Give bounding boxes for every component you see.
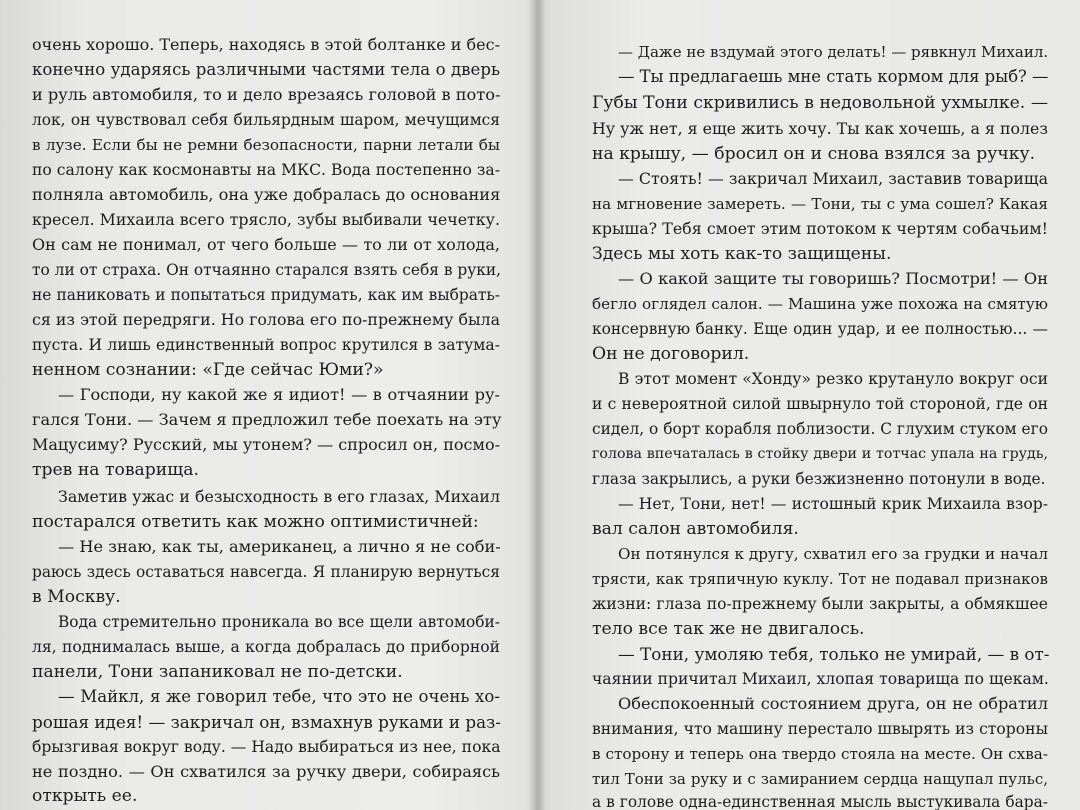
text-line: тело все так же не двигалось. <box>592 619 865 639</box>
text-line: на крышу, — бросил он и снова взялся за ручку. <box>592 144 1036 164</box>
text-line: Он не договорил. <box>592 344 750 364</box>
text-line: Заметив ужас и безысходность в его глазах, Михаил <box>58 487 500 506</box>
text-line: бегло оглядел салон. — Машина уже похожа на смятую <box>592 295 1048 313</box>
text-line: Здесь мы хоть как-то защищены. <box>592 244 892 264</box>
text-line: Мацусиму? Русский, мы утонем? — спросил он, посмо- <box>32 435 500 454</box>
text-line: Обеспокоенный состоянием друга, он не обратил <box>618 694 1048 713</box>
text-line: ненном сознании: «Где сейчас Юми?» <box>32 360 384 380</box>
text-line: и с невероятной силой швырнуло той стороной, где он <box>592 395 1048 413</box>
text-line: вал салон автомобиля. <box>592 519 799 539</box>
text-line: В этот момент «Хонду» резко крутануло вокруг оси <box>618 370 1048 388</box>
text-line: брызгивая вокруг воду. — Надо выбираться из нее, пока <box>32 738 501 756</box>
text-line: внимания, что машину перестало швырять из стороны <box>592 720 1048 738</box>
text-line: голова впечаталась в стойку двери и тотчас упала на грудь, <box>592 446 1048 462</box>
text-line: — Нет, Тони, нет! — истошный крик Михаила взор- <box>618 495 1048 513</box>
text-line: — Даже не вздумай этого делать! — рявкнул Михаил. <box>618 43 1049 61</box>
book-gutter <box>527 0 545 810</box>
text-line: лок, он чувствовал себя бильярдным шаром, мечущимся <box>32 111 500 129</box>
text-line: — Господи, ну какой же я идиот! — в отчаянии ру- <box>58 385 500 404</box>
text-line: не паниковать и попытаться придумать, как им выбрать- <box>32 286 500 304</box>
text-line: полняла автомобиль, она уже добралась до основания <box>32 185 501 204</box>
text-line: то ли от страха. Он отчаянно старался взять себя в руки, <box>32 261 502 279</box>
text-line: трясти, как тряпичную куклу. Тот не подавал признаков <box>592 570 1048 588</box>
text-line: раюсь здесь оставаться навсегда. Я планирую вернуться <box>32 563 500 581</box>
text-line: — Ты предлагаешь мне стать кормом для рыб? — <box>618 67 1049 86</box>
text-line: не поздно. — Он схватился за ручку двери, собираясь <box>32 762 500 781</box>
text-line: крыша? Тебя смоет этим потоком к чертям собачьим! <box>592 219 1048 238</box>
text-line: — Тони, умоляю тебя, только не умирай, — в от- <box>618 644 1050 664</box>
text-line: рошая идея! — закричал он, взмахнув руками и раз- <box>32 712 501 732</box>
text-line: глаза закрылись, а руки безжизненно потонули в воде. <box>592 470 1046 488</box>
text-line: — Не знаю, как ты, американец, а лично я не соби- <box>58 537 501 556</box>
text-line: Он сам не понимал, от чего больше — то ли от холода, <box>32 235 500 254</box>
text-line: жизни: глаза по-прежнему были закрыты, а обмякшее <box>592 595 1048 613</box>
text-line: консервную банку. Еще один удар, и ее полностью... — <box>592 320 1048 338</box>
text-line: трев на товарища. <box>32 460 199 480</box>
text-line: в лузе. Если бы не ремни безопасности, парни летали бы <box>32 136 500 154</box>
text-line: — Майкл, я же говорил тебе, что это не очень хо- <box>58 687 500 706</box>
text-line: Губы Тони скривились в недовольной ухмылке. — <box>592 93 1048 113</box>
text-line: тил Тони за руку и с замиранием сердца нащупал пульс, <box>592 770 1048 788</box>
text-line: Ну уж нет, я еще жить хочу. Ты как хочешь, а я полез <box>592 119 1048 138</box>
text-line: — Стоять! — закричал Михаил, заставив товарища <box>618 169 1048 188</box>
text-line: Вода стремительно проникала во все щели автомоби- <box>58 613 500 631</box>
text-line: а в голове одна-единственная мысль выстукивала бара- <box>592 793 1048 810</box>
text-line: и руль автомобиля, то и дело врезаясь головой в пото- <box>32 85 501 104</box>
text-line: по салону как космонавты на МКС. Вода постепенно за- <box>32 161 500 179</box>
text-line: сидел, о борт корабля поблизости. С глухим стуком его <box>592 420 1048 438</box>
text-line: пуста. И лишь единственный вопрос крутился в затума- <box>32 336 500 354</box>
text-line: на мгновение замереть. — Тони, ты с ума сошел? Какая <box>592 195 1048 213</box>
text-line: ся из этой передряги. Но голова его по-прежнему была <box>32 310 500 329</box>
text-line: гался Тони. — Зачем я предложил тебе поехать на эту <box>32 410 502 429</box>
text-line: кресел. Михаила всего трясло, зубы выбивали чечетку. <box>32 210 500 229</box>
text-line: открыть ее. <box>32 786 138 806</box>
text-line: — О какой защите ты говоришь? Посмотри! — Он <box>618 269 1048 288</box>
text-line: постарался ответить как можно оптимистичней: <box>32 512 479 532</box>
text-line: панели, Тони запаниковал не по-детски. <box>32 662 403 682</box>
text-line: Он потянулся к другу, схватил его за грудки и начал <box>618 545 1048 563</box>
text-line: в Москву. <box>32 587 121 607</box>
text-line: в сторону и теперь она твердо стояла на месте. Он схва- <box>592 745 1048 763</box>
text-line: конечно ударяясь различными частями тела о дверь <box>32 60 500 79</box>
text-line: чаянии причитал Михаил, хлопая товарища по щекам. <box>592 670 1049 688</box>
text-line: очень хорошо. Теперь, находясь в этой болтанке и бес- <box>32 35 500 54</box>
text-line: ля, поднималась выше, а когда добралась до приборной <box>32 638 500 656</box>
